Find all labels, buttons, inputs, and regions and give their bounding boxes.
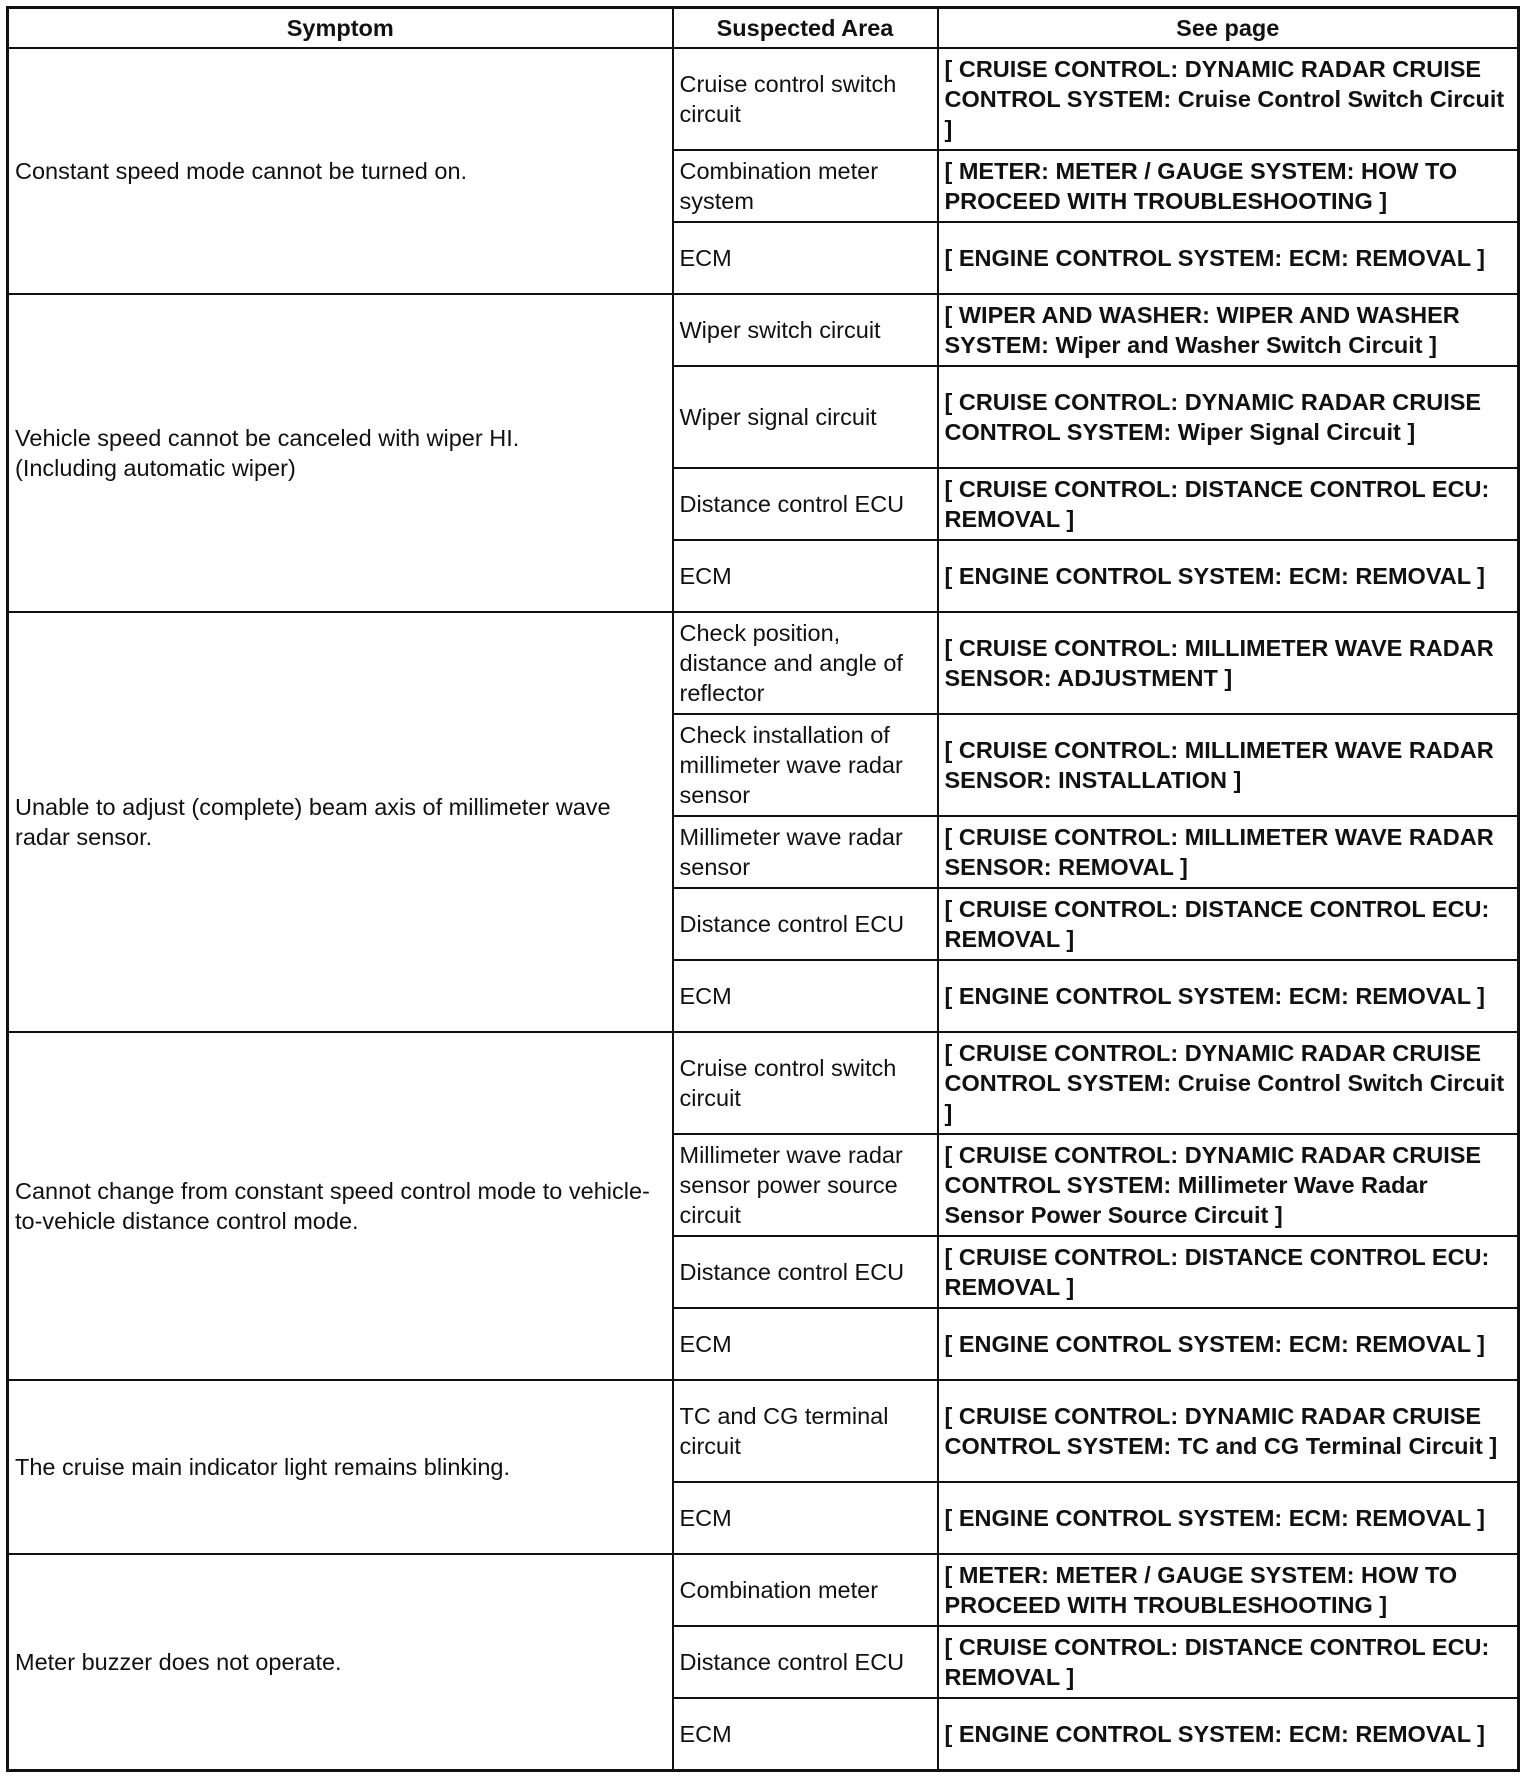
- symptom-cell: Meter buzzer does not operate.: [8, 1554, 673, 1771]
- symptom-cell: Unable to adjust (complete) beam axis of millimeter wave radar sensor.: [8, 612, 673, 1032]
- see-page-cell: [ CRUISE CONTROL: MILLIMETER WAVE RADAR SENSOR: INSTALLATION ]: [938, 714, 1519, 816]
- header-suspected-area: Suspected Area: [673, 8, 938, 49]
- suspected-area-cell: Check position, distance and angle of reflector: [673, 612, 938, 714]
- table-row: [8, 1380, 1519, 1482]
- suspected-area-cell: Cruise control switch circuit: [673, 1032, 938, 1134]
- table-row: [8, 1554, 1519, 1626]
- see-page-cell: [ CRUISE CONTROL: DYNAMIC RADAR CRUISE CONTROL SYSTEM: Millimeter Wave Radar Sensor Power Source Circuit ]: [938, 1134, 1519, 1236]
- symptom-cell: [8, 294, 673, 612]
- see-page-cell: [ CRUISE CONTROL: DISTANCE CONTROL ECU: REMOVAL ]: [938, 1236, 1519, 1308]
- see-page-cell: [ CRUISE CONTROL: DISTANCE CONTROL ECU: REMOVAL ]: [938, 888, 1519, 960]
- header-symptom: Symptom: [8, 8, 673, 49]
- symptom-line: (Including automatic wiper): [15, 455, 296, 481]
- symptom-line: Vehicle speed cannot be canceled with wiper HI.: [15, 425, 520, 451]
- suspected-area-cell: ECM: [673, 960, 938, 1032]
- see-page-cell: [ CRUISE CONTROL: DYNAMIC RADAR CRUISE CONTROL SYSTEM: TC and CG Terminal Circuit ]: [938, 1380, 1519, 1482]
- problem-symptoms-table: [6, 6, 1520, 1772]
- see-page-cell: [ CRUISE CONTROL: DISTANCE CONTROL ECU: REMOVAL ]: [938, 1626, 1519, 1698]
- see-page-cell: [ ENGINE CONTROL SYSTEM: ECM: REMOVAL ]: [938, 1482, 1519, 1554]
- see-page-cell: [ CRUISE CONTROL: DYNAMIC RADAR CRUISE CONTROL SYSTEM: Wiper Signal Circuit ]: [938, 366, 1519, 468]
- suspected-area-cell: Millimeter wave radar sensor: [673, 816, 938, 888]
- see-page-cell: [ ENGINE CONTROL SYSTEM: ECM: REMOVAL ]: [938, 540, 1519, 612]
- see-page-cell: [ ENGINE CONTROL SYSTEM: ECM: REMOVAL ]: [938, 1698, 1519, 1771]
- symptom-cell: Constant speed mode cannot be turned on.: [8, 48, 673, 294]
- suspected-area-cell: ECM: [673, 1482, 938, 1554]
- suspected-area-cell: Distance control ECU: [673, 1236, 938, 1308]
- see-page-cell: [ CRUISE CONTROL: DISTANCE CONTROL ECU: REMOVAL ]: [938, 468, 1519, 540]
- suspected-area-cell: TC and CG terminal circuit: [673, 1380, 938, 1482]
- table-row: [8, 294, 1519, 366]
- see-page-cell: [ METER: METER / GAUGE SYSTEM: HOW TO PROCEED WITH TROUBLESHOOTING ]: [938, 150, 1519, 222]
- table-row: [8, 48, 1519, 150]
- suspected-area-cell: Wiper signal circuit: [673, 366, 938, 468]
- suspected-area-cell: Wiper switch circuit: [673, 294, 938, 366]
- suspected-area-cell: Cruise control switch circuit: [673, 48, 938, 150]
- see-page-cell: [ ENGINE CONTROL SYSTEM: ECM: REMOVAL ]: [938, 1308, 1519, 1380]
- suspected-area-cell: Combination meter: [673, 1554, 938, 1626]
- suspected-area-cell: Distance control ECU: [673, 1626, 938, 1698]
- header-see-page: See page: [938, 8, 1519, 49]
- suspected-area-cell: Combination meter system: [673, 150, 938, 222]
- see-page-cell: [ WIPER AND WASHER: WIPER AND WASHER SYSTEM: Wiper and Washer Switch Circuit ]: [938, 294, 1519, 366]
- suspected-area-cell: ECM: [673, 540, 938, 612]
- suspected-area-cell: ECM: [673, 1308, 938, 1380]
- suspected-area-cell: Distance control ECU: [673, 888, 938, 960]
- suspected-area-cell: ECM: [673, 222, 938, 294]
- suspected-area-cell: Distance control ECU: [673, 468, 938, 540]
- symptom-cell: The cruise main indicator light remains blinking.: [8, 1380, 673, 1554]
- symptom-cell: Cannot change from constant speed control mode to vehicle-to-vehicle distance control mode.: [8, 1032, 673, 1380]
- see-page-cell: [ CRUISE CONTROL: DYNAMIC RADAR CRUISE CONTROL SYSTEM: Cruise Control Switch Circuit ]: [938, 1032, 1519, 1134]
- table-row: [8, 1032, 1519, 1134]
- see-page-cell: [ CRUISE CONTROL: DYNAMIC RADAR CRUISE CONTROL SYSTEM: Cruise Control Switch Circuit ]: [938, 48, 1519, 150]
- suspected-area-cell: ECM: [673, 1698, 938, 1771]
- suspected-area-cell: Millimeter wave radar sensor power source circuit: [673, 1134, 938, 1236]
- see-page-cell: [ ENGINE CONTROL SYSTEM: ECM: REMOVAL ]: [938, 960, 1519, 1032]
- see-page-cell: [ CRUISE CONTROL: MILLIMETER WAVE RADAR SENSOR: REMOVAL ]: [938, 816, 1519, 888]
- see-page-cell: [ CRUISE CONTROL: MILLIMETER WAVE RADAR SENSOR: ADJUSTMENT ]: [938, 612, 1519, 714]
- suspected-area-cell: Check installation of millimeter wave radar sensor: [673, 714, 938, 816]
- see-page-cell: [ METER: METER / GAUGE SYSTEM: HOW TO PROCEED WITH TROUBLESHOOTING ]: [938, 1554, 1519, 1626]
- table-row: [8, 612, 1519, 714]
- header-row: [8, 8, 1519, 49]
- see-page-cell: [ ENGINE CONTROL SYSTEM: ECM: REMOVAL ]: [938, 222, 1519, 294]
